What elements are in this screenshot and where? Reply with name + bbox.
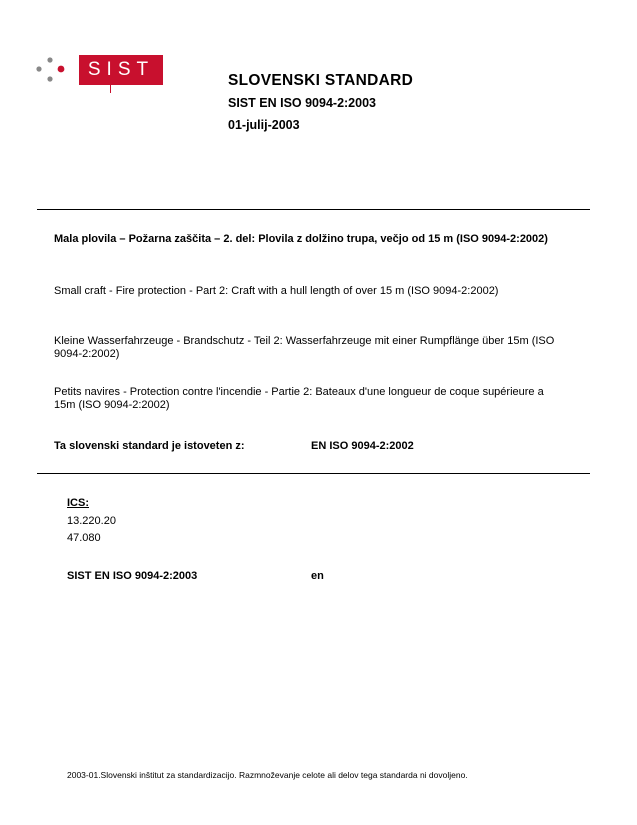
identical-label: Ta slovenski standard je istoveten z:: [54, 440, 245, 452]
standard-date: 01-julij-2003: [228, 118, 300, 132]
copyright-footer: 2003-01.Slovenski inštitut za standardizacijo. Razmnoževanje celote ali delov tega standarda ni dovoljeno.: [67, 770, 468, 780]
logo-text: SIST: [87, 59, 155, 80]
title-english: Small craft - Fire protection - Part 2: Craft with a hull length of over 15 m (ISO 9094-2:2002): [54, 285, 499, 297]
sist-logo: [79, 55, 163, 85]
logo-divider: [110, 85, 111, 93]
standard-heading: SLOVENSKI STANDARD: [228, 72, 414, 89]
standard-code: SIST EN ISO 9094-2:2003: [228, 96, 376, 110]
ics-heading: ICS:: [67, 497, 89, 509]
identical-value: EN ISO 9094-2:2002: [311, 440, 414, 452]
title-slovenian: Mala plovila – Požarna zaščita – 2. del: Plovila z dolžino trupa, večjo od 15 m (ISO 9094-2:2002): [54, 233, 548, 245]
top-rule: [37, 209, 590, 210]
reference-code: SIST EN ISO 9094-2:2003: [67, 570, 198, 582]
logo-dots-icon: [34, 55, 70, 85]
title-german: Kleine Wasserfahrzeuge - Brandschutz - Teil 2: Wasserfahrzeuge mit einer Rumpflänge über 15m (ISO 9094-2:2002): [54, 335, 555, 360]
bottom-rule: [37, 473, 590, 474]
reference-lang: en: [311, 570, 324, 582]
ics-code-2: 47.080: [67, 532, 101, 544]
ics-code-1: 13.220.20: [67, 515, 116, 527]
title-french: Petits navires - Protection contre l'incendie - Partie 2: Bateaux d'une longueur de coque supérieure a 15m (ISO 9094-2:2002): [54, 386, 544, 411]
